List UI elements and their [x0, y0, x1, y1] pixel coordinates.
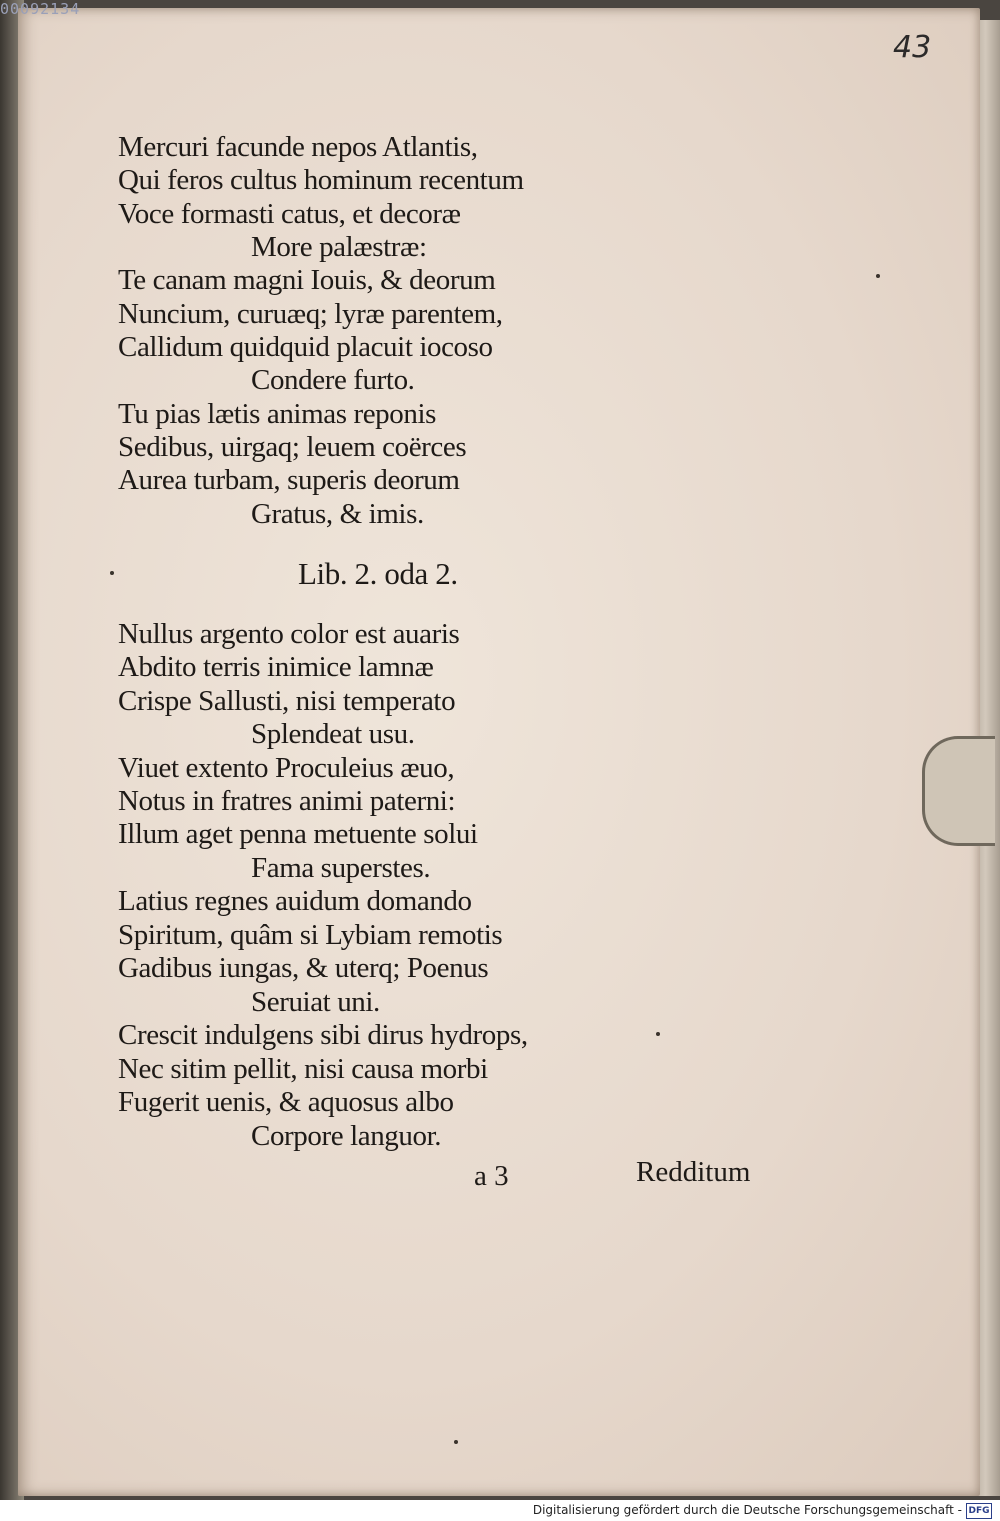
book-clasp — [922, 736, 995, 846]
ink-speck — [454, 1440, 458, 1444]
verse-line: Viuet extento Proculeius æuo, — [118, 752, 455, 784]
verse-line: Crispe Sallusti, nisi temperato — [118, 685, 456, 717]
verse-line: Corpore languor. — [251, 1120, 442, 1152]
folio-number: 43 — [893, 30, 932, 65]
ode-heading: Lib. 2. oda 2. — [298, 556, 458, 591]
verse-line: Gadibus iungas, & uterq; Poenus — [118, 952, 489, 984]
ink-speck — [656, 1032, 660, 1036]
verse-line: Latius regnes auidum domando — [118, 885, 472, 917]
verse-line: Spiritum, quâm si Lybiam remotis — [118, 919, 503, 951]
verse-line: Qui feros cultus hominum recentum — [118, 164, 524, 196]
verse-line: Illum aget penna metuente solui — [118, 818, 478, 850]
verse-line: Condere furto. — [251, 364, 415, 396]
ink-speck — [110, 571, 114, 575]
verse-line: Crescit indulgens sibi dirus hydrops, — [118, 1019, 528, 1051]
verse-line: Nec sitim pellit, nisi causa morbi — [118, 1053, 488, 1085]
verse-line: Nullus argento color est auaris — [118, 618, 460, 650]
verse-line: Tu pias lætis animas reponis — [118, 398, 437, 430]
shelfmark-stamp: 00092134 — [0, 0, 81, 18]
verse-line: Aurea turbam, superis deorum — [118, 464, 460, 496]
verse-line: Callidum quidquid placuit iocoso — [118, 331, 493, 363]
ink-speck — [876, 274, 880, 278]
verse-line: Sedibus, uirgaq; leuem coërces — [118, 431, 467, 463]
verse-line: Fama superstes. — [251, 852, 431, 884]
verse-line: Gratus, & imis. — [251, 498, 424, 530]
funding-notice: Digitalisierung gefördert durch die Deutsche Forschungsgemeinschaft - — [532, 1503, 962, 1517]
verse-line: Te canam magni Iouis, & deorum — [118, 264, 496, 296]
dfg-logo: DFG — [966, 1503, 992, 1519]
verse-line: Seruiat uni. — [251, 986, 380, 1018]
verse-line: Fugerit uenis, & aquosus albo — [118, 1086, 454, 1118]
verse-line: Splendeat usu. — [251, 718, 415, 750]
book-page — [18, 8, 980, 1496]
verse-line: More palæstræ: — [251, 231, 427, 263]
verse-line: Notus in fratres animi paterni: — [118, 785, 456, 817]
verse-line: Abdito terris inimice lamnæ — [118, 651, 434, 683]
footer-bar — [0, 1500, 1000, 1521]
verse-line: Mercuri facunde nepos Atlantis, — [118, 131, 478, 163]
catchword: Redditum — [636, 1156, 751, 1188]
verse-line: Voce formasti catus, et decoræ — [118, 198, 461, 230]
signature-mark: a 3 — [474, 1160, 509, 1192]
verse-line: Nuncium, curuæq; lyræ parentem, — [118, 298, 503, 330]
